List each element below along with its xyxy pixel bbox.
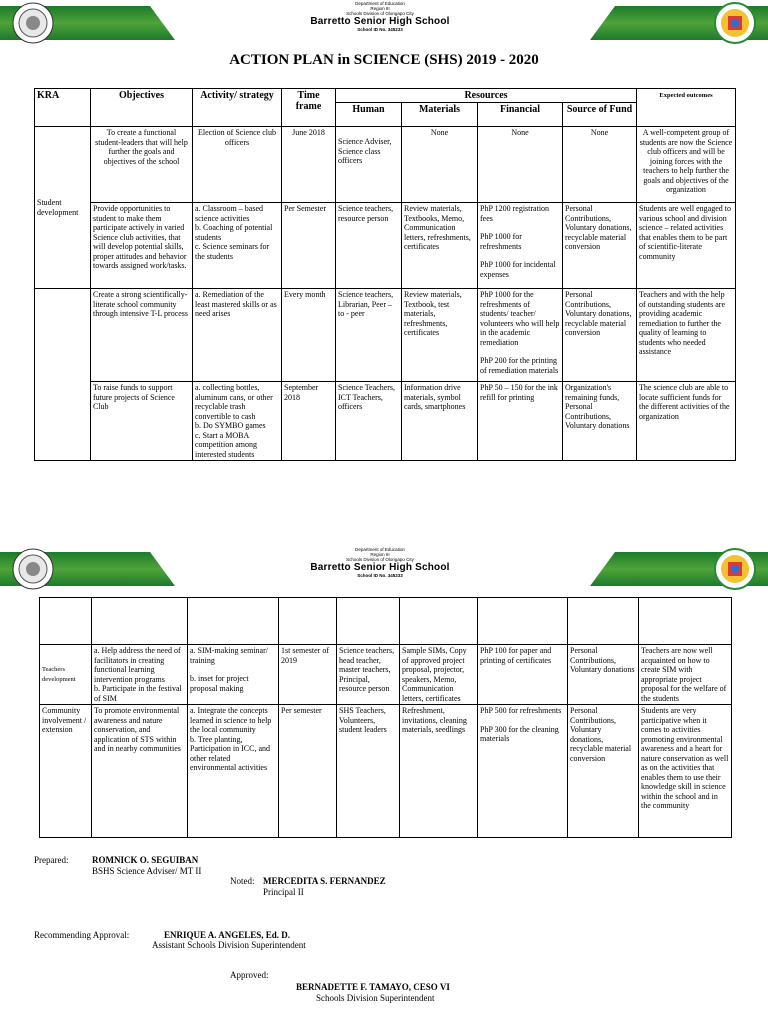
header-text: [230, 548, 530, 580]
school-name: Barretto Senior High School: [310, 16, 450, 27]
materials-cell: Information drive materials, symbol cards, smartphones: [402, 382, 478, 461]
header-line-3: Schools Division of Olongapo City: [346, 557, 414, 562]
school-seal-logo: [714, 2, 756, 44]
kra-student-development: Student development: [35, 127, 91, 289]
outcome-cell: Students are well engaged to various school and division science – related activities that enables them to be part of scientific-literate community: [637, 203, 736, 289]
human-cell: Science Adviser, Science class officers: [336, 127, 402, 203]
activity-item: a. SIM-making seminar/ training: [190, 646, 268, 665]
approved-name: BERNADETTE F. TAMAYO, CESO VI: [296, 982, 450, 992]
financial-item: PhP 500 for refreshments: [480, 706, 562, 715]
outcome-cell: A well-competent group of students are now the Science club officers and will be joining forces with the teachers to help further the goals and objectives of the organization: [637, 127, 736, 203]
human-cell: Science teachers, head teacher, master teachers, Principal, resource person: [337, 645, 400, 705]
school-id: School ID No. 345233: [357, 27, 403, 32]
header-objectives: Objectives: [91, 89, 193, 127]
header-banner: [0, 0, 768, 46]
financial-item: PhP 300 for the cleaning materials: [480, 724, 559, 743]
objective-cell: Provide opportunities to student to make them participate actively in varied Science club activities, that will develop potential skills, proper attitudes and behavior towards assigned work/tasks.: [91, 203, 193, 289]
noted-title: Principal II: [263, 887, 304, 897]
activity-item: a. Remediation of the least mastered skills or as need arises: [195, 290, 277, 318]
header-materials: Materials: [402, 103, 478, 127]
source-cell: Personal Contributions, Voluntary donations, recyclable material conversion: [568, 705, 639, 838]
activity-cell: [193, 203, 282, 289]
materials-cell: Review materials, Textbook, test materials, refreshments, certificates: [402, 289, 478, 382]
financial-item: PhP 1000 for the refreshments of students/ teacher/ volunteers who will help in the academic remediation: [480, 290, 560, 347]
header-activity: Activity/ strategy: [193, 89, 282, 127]
financial-cell: [478, 203, 563, 289]
objective-item: b. Participate in the festival of SIM: [94, 684, 182, 703]
table-row: [35, 289, 736, 382]
header-expected-outcomes: Expected outcomes: [637, 89, 736, 127]
deped-seal-logo: [12, 548, 54, 590]
activity-item: c. Science seminars for the students: [195, 242, 270, 261]
deped-seal-logo: [12, 2, 54, 44]
header-financial: Financial: [478, 103, 563, 127]
school-seal-logo: [714, 548, 756, 590]
school-name: Barretto Senior High School: [310, 562, 450, 573]
approved-label: Approved:: [230, 970, 269, 980]
source-cell: Personal Contributions, Voluntary donations: [568, 645, 639, 705]
header-line-1: Department of Education: [355, 547, 405, 552]
noted-name: MERCEDITA S. FERNANDEZ: [263, 876, 386, 886]
outcome-cell: Teachers and with the help of outstanding students are providing academic remediation to further the quality of learning to students who needed assistance: [637, 289, 736, 382]
objective-cell: [92, 645, 188, 705]
header-source-of-fund: Source of Fund: [563, 103, 637, 127]
table-row: [35, 382, 736, 461]
outcome-cell: Teachers are now well acquainted on how to create SIM with appropriate project proposal for the welfare of the students: [639, 645, 732, 705]
header-banner-page-2: [0, 546, 768, 592]
materials-cell: Sample SIMs, Copy of approved project proposal, projector, speakers, Memo, Communication letters, certificates: [400, 645, 478, 705]
human-cell: SHS Teachers, Volunteers, student leaders: [337, 705, 400, 838]
objective-cell: Create a strong scientifically-literate school community through intensive T-L process: [91, 289, 193, 382]
objective-item: To promote environmental awareness and nature conservation, and application of STS within and in nearby communities: [94, 706, 181, 753]
source-cell: Personal Contributions, Voluntary donations, recyclable material conversion: [563, 289, 637, 382]
financial-cell: [478, 289, 563, 382]
activity-item: b. inset for project proposal making: [190, 674, 249, 693]
human-cell: Science teachers, Librarian, Peer – to - peer: [336, 289, 402, 382]
recommending-name: ENRIQUE A. ANGELES, Ed. D.: [164, 930, 291, 940]
financial-cell: [478, 705, 568, 838]
action-plan-table: [34, 88, 736, 461]
table-row: [40, 645, 732, 705]
financial-cell: PhP 100 for paper and printing of certificates: [478, 645, 568, 705]
activity-item: c. Start a MOBA competition among interested students: [195, 430, 257, 459]
financial-item: PhP 1000 for refreshments: [480, 232, 522, 251]
activity-item: b. Do SYMBO games: [195, 421, 266, 430]
financial-item: PhP 1000 for incidental expenses: [480, 260, 556, 279]
page-title: ACTION PLAN in SCIENCE (SHS) 2019 - 2020: [229, 52, 539, 68]
table-row: [35, 127, 736, 203]
school-id: School ID No. 345233: [357, 573, 403, 578]
time-cell: Per semester: [279, 705, 337, 838]
recommending-title: Assistant Schools Division Superintendent: [152, 940, 306, 950]
outcome-cell: Students are very participative when it comes to activities promoting environmental awareness and a heart for nature conservation as well as on the activities that enables them to use their knowledge skill in science within the school and in the community: [639, 705, 732, 838]
materials-cell: Review materials, Textbooks, Memo, Communication letters, refreshments, certificates: [402, 203, 478, 289]
activity-item: b. Coaching of potential students: [195, 223, 273, 242]
header-text: [230, 2, 530, 34]
prepared-label: Prepared:: [34, 855, 69, 865]
objective-cell: To create a functional student-leaders that will help further the goals and objectives of the school: [91, 127, 193, 203]
table-row: [35, 203, 736, 289]
activity-cell: Election of Science club officers: [193, 127, 282, 203]
human-cell: Science Teachers, ICT Teachers, officers: [336, 382, 402, 461]
materials-cell: Refreshment, invitations, cleaning materials, seedlings: [400, 705, 478, 838]
activity-cell: [193, 289, 282, 382]
objective-cell: To raise funds to support future projects of Science Club: [91, 382, 193, 461]
source-cell: Organization's remaining funds, Personal Contributions, Voluntary donations: [563, 382, 637, 461]
time-cell: Per Semester: [282, 203, 336, 289]
kra-cell-empty: [35, 289, 91, 461]
activity-item: a. Classroom – based science activities: [195, 204, 263, 223]
kra-cell: Teachers development: [40, 645, 92, 705]
source-cell: None: [563, 127, 637, 203]
time-cell: June 2018: [282, 127, 336, 203]
financial-cell: [478, 382, 563, 461]
time-cell: September 2018: [282, 382, 336, 461]
header-time-frame: Time frame: [282, 89, 336, 127]
action-plan-table-continued: [39, 597, 732, 838]
recommending-label: Recommending Approval:: [34, 930, 130, 940]
noted-label: Noted:: [230, 876, 255, 886]
header-line-2: Region III: [370, 552, 390, 557]
activity-item: a. collecting bottles, aluminum cans, or other recyclable trash convertible to cash: [195, 383, 273, 421]
financial-item: PhP 50 – 150 for the ink refill for printing: [480, 383, 558, 402]
prepared-title: BSHS Science Adviser/ MT II: [92, 866, 202, 876]
header-line-1: Department of Education: [355, 1, 405, 6]
activity-item: a. Integrate the concepts learned in science to help the local community: [190, 706, 272, 734]
activity-cell: [193, 382, 282, 461]
human-cell: Science teachers, resource person: [336, 203, 402, 289]
outcome-cell: The science club are able to locate sufficient funds for the different activities of the organization: [637, 382, 736, 461]
objective-cell: [92, 705, 188, 838]
time-cell: 1st semester of 2019: [279, 645, 337, 705]
activity-cell: [188, 705, 279, 838]
header-line-3: Schools Division of Olongapo City: [346, 11, 414, 16]
table-row-empty-header: [40, 598, 732, 645]
financial-cell: None: [478, 127, 563, 203]
prepared-name: ROMNICK O. SEGUIBAN: [92, 855, 199, 865]
table-row: [40, 705, 732, 838]
activity-cell: [188, 645, 279, 705]
approved-title: Schools Division Superintendent: [316, 993, 435, 1003]
financial-item: PhP 200 for the printing of remediation materials: [480, 356, 559, 375]
header-line-2: Region III: [370, 6, 390, 11]
source-cell: Personal Contributions, Voluntary donations, recyclable material conversion: [563, 203, 637, 289]
header-resources: Resources: [336, 89, 637, 103]
materials-cell: None: [402, 127, 478, 203]
time-cell: Every month: [282, 289, 336, 382]
kra-cell: Community involvement / extension: [40, 705, 92, 838]
header-kra: KRA: [35, 89, 91, 127]
financial-item: PhP 1200 registration fees: [480, 204, 550, 223]
header-human: Human: [336, 103, 402, 127]
objective-item: a. Help address the need of facilitators in creating functional learning intervention programs: [94, 646, 181, 684]
activity-item: b. Tree planting, Participation in ICC, and other related environmental activities: [190, 734, 270, 772]
